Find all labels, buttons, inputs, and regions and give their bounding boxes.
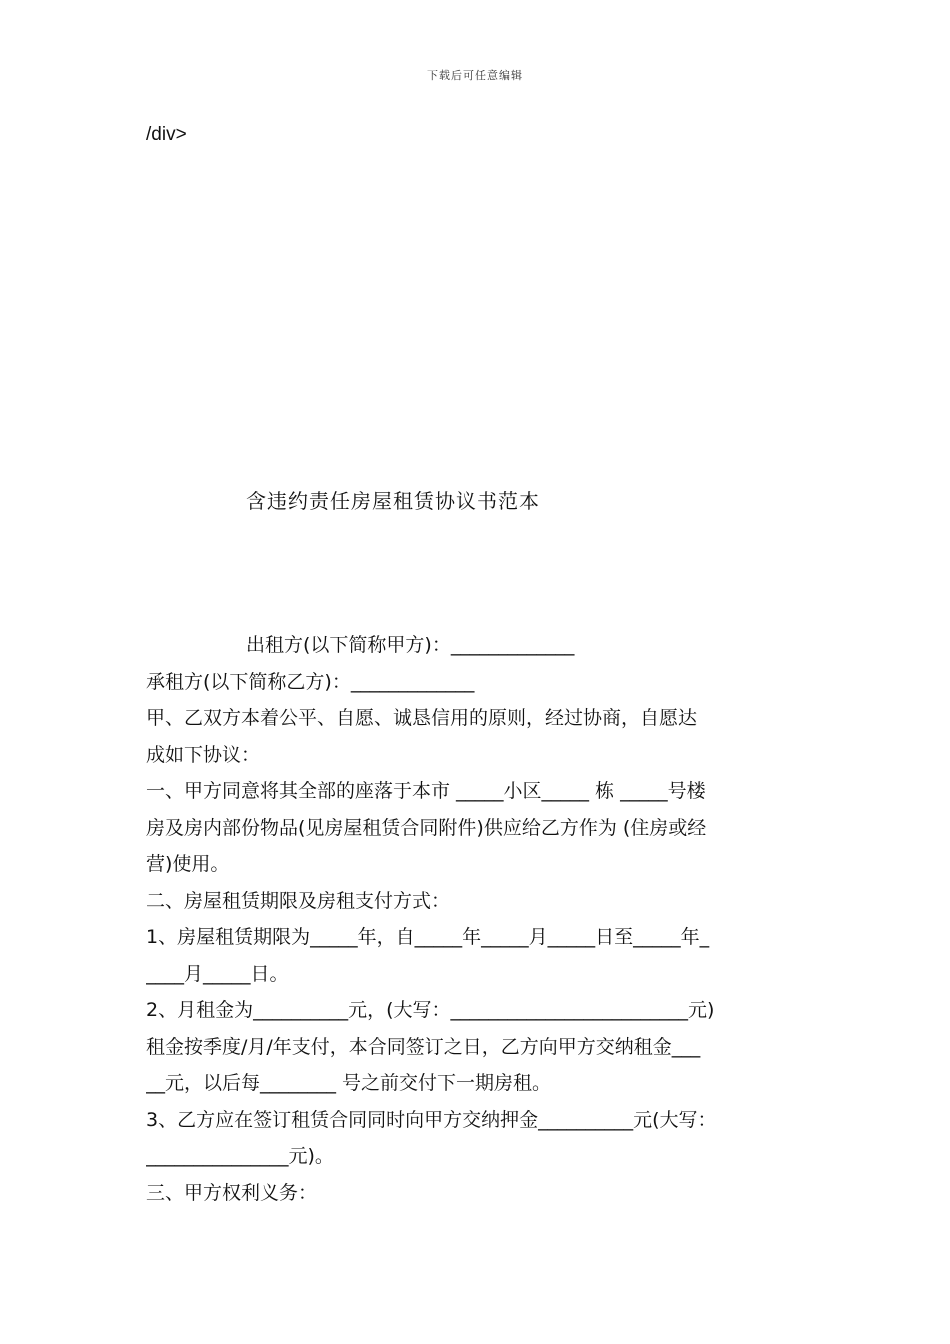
paragraph-line: 3、乙方应在签订租赁合同同时向甲方交纳押金__________元(大写：	[146, 1108, 717, 1131]
lessee-line: 承租方(以下简称乙方)：_____________	[146, 670, 475, 693]
paragraph-line: 成如下协议：	[146, 743, 261, 766]
paragraph-line: 营)使用。	[146, 853, 230, 875]
paragraph-line: 1、房屋租赁期限为_____年，自_____年_____月_____日至_____年_	[146, 926, 710, 948]
lessor-line: 出租方(以下简称甲方)：_____________	[246, 634, 575, 656]
paragraph-line: 甲、乙双方本着公平、自愿、诚恳信用的原则，经过协商，自愿达	[146, 707, 698, 729]
paragraph-line: 一、甲方同意将其全部的座落于本市 _____小区_____ 栋 _____号楼	[146, 780, 706, 802]
stray-markup-text: /div>	[146, 124, 187, 145]
paragraph-line: __元，以后每________ 号之前交付下一期房租。	[146, 1072, 552, 1094]
section-heading: 三、甲方权利义务：	[146, 1181, 318, 1204]
paragraph-line: 2、月租金为__________元，(大写：_________________________元)	[146, 999, 715, 1021]
paragraph-line: ____月_____日。	[146, 962, 289, 985]
document-body	[146, 627, 814, 1211]
header-note: 下载后可任意编辑	[427, 69, 523, 82]
paragraph-line: _______________元)。	[146, 1145, 334, 1167]
paragraph-line: 房及房内部份物品(见房屋租赁合同附件)供应给乙方作为 (住房或经	[146, 816, 707, 839]
section-heading: 二、房屋租赁期限及房租支付方式：	[146, 889, 451, 912]
document-title: 含违约责任房屋租赁协议书范本	[246, 489, 540, 513]
paragraph-line: 租金按季度/月/年支付，本合同签订之日，乙方向甲方交纳租金___	[146, 1035, 701, 1058]
